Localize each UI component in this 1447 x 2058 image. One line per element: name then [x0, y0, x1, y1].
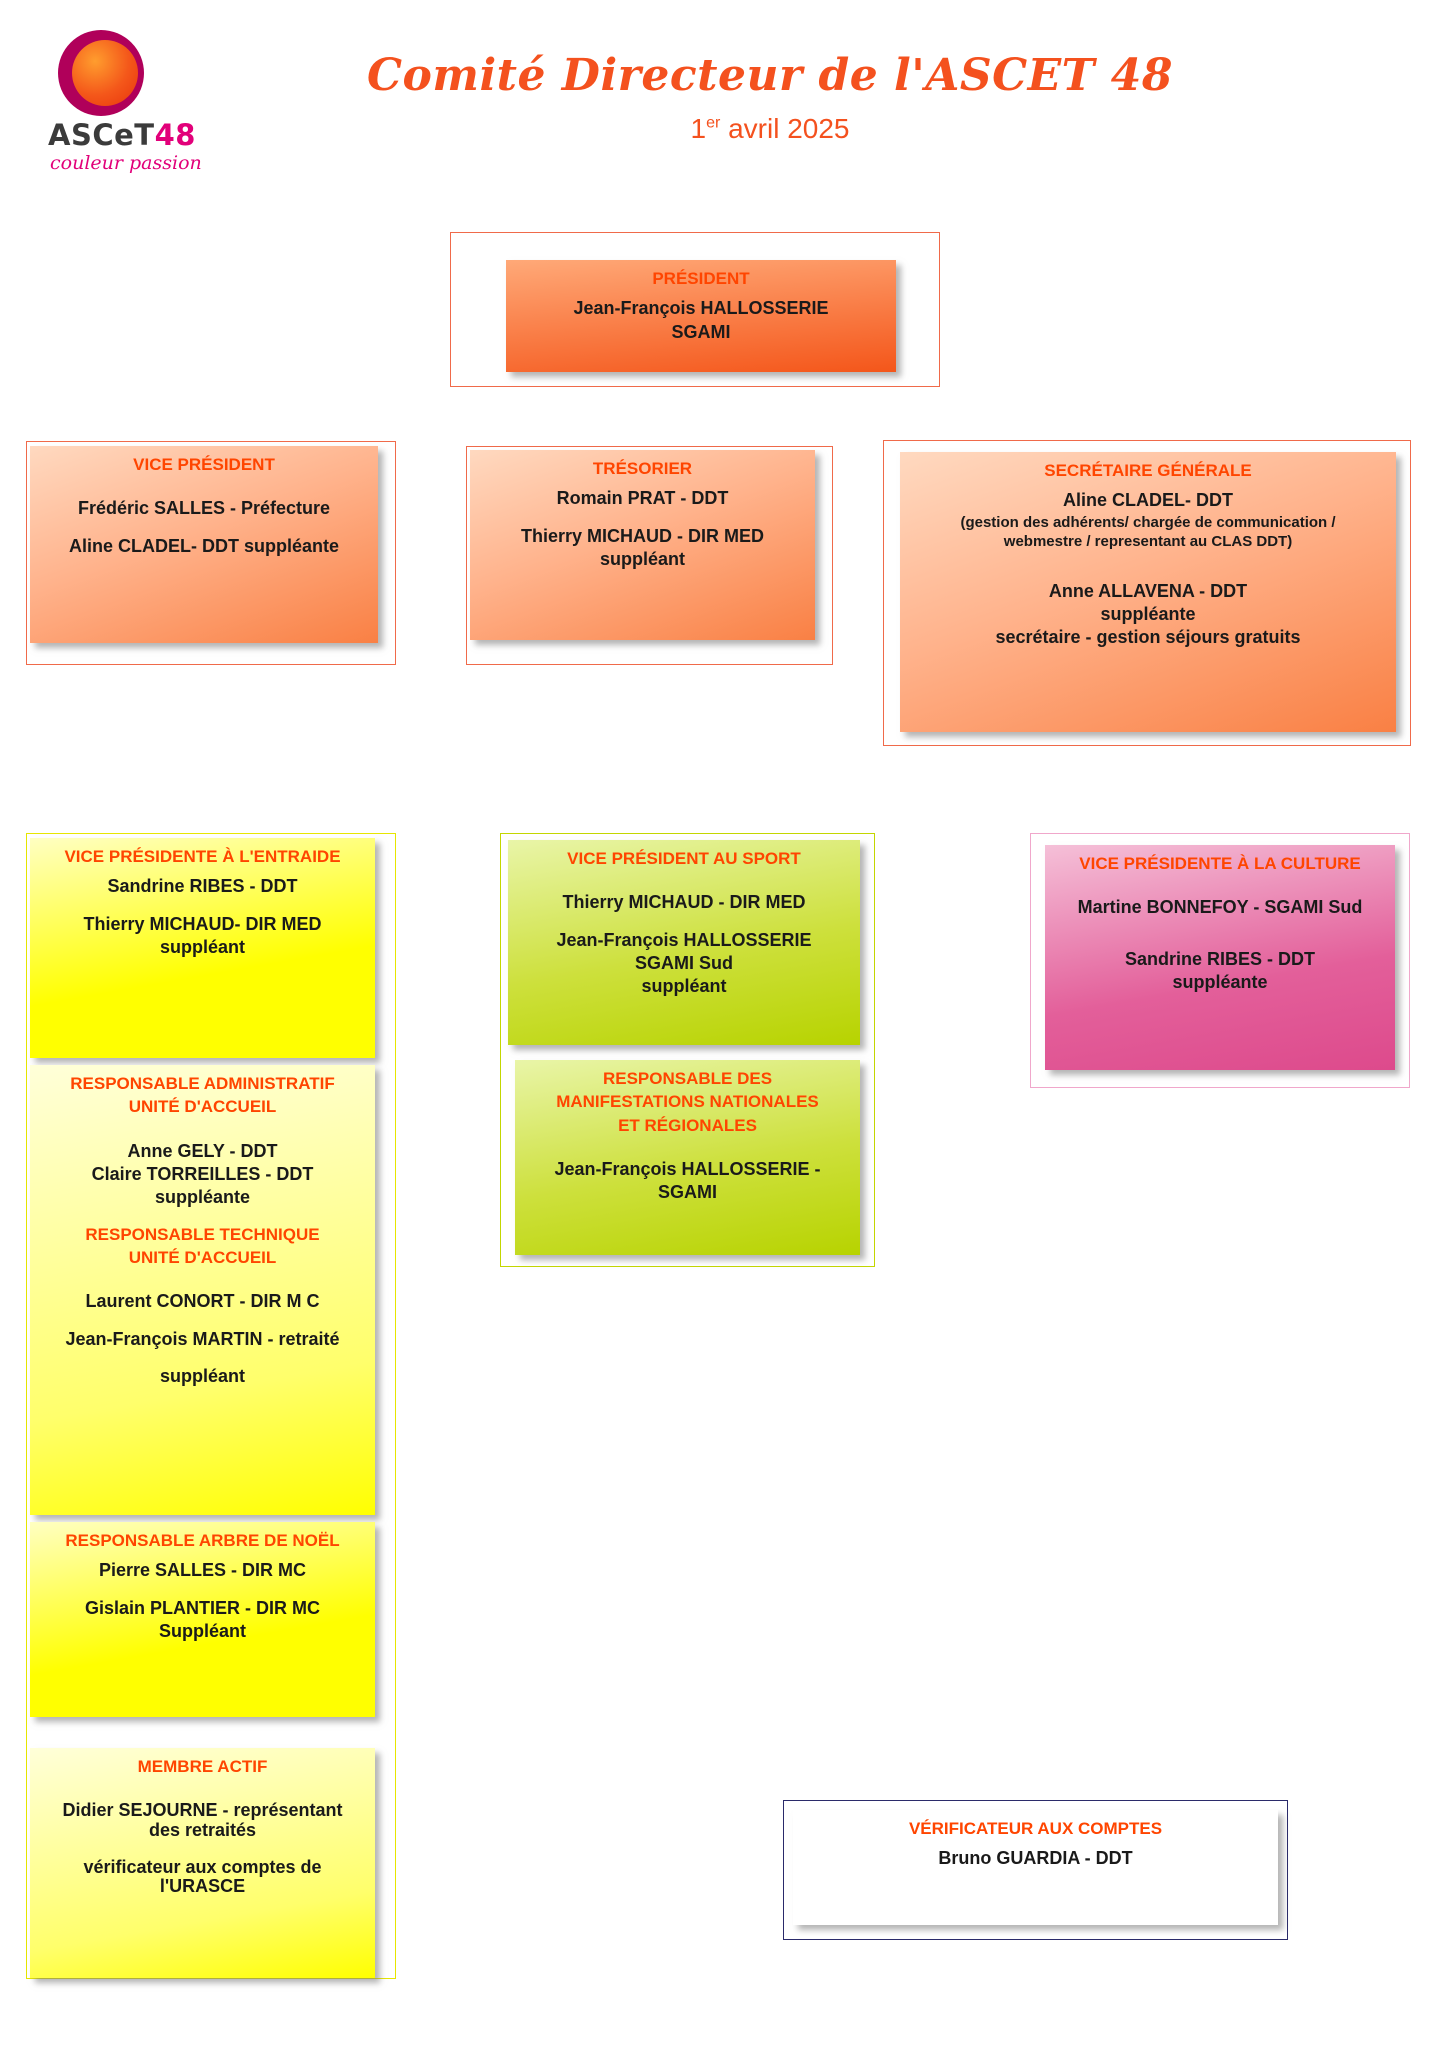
secretaire-role-line-1: (gestion des adhérents/ chargée de communication /: [960, 513, 1336, 531]
president-name: Jean-François HALLOSSERIE: [573, 298, 829, 319]
vice-presidente-entraide-card: [30, 838, 375, 1058]
admin-name-2: Claire TORREILLES - DDT: [91, 1163, 314, 1184]
secretaire-role-line-2: webmestre / representant au CLAS DDT): [1003, 533, 1293, 551]
membre-actif-name: Didier SEJOURNE - représentant: [62, 1800, 343, 1821]
tresorier-card: [470, 450, 815, 640]
logo-wordmark-text: ASCeT: [48, 118, 155, 152]
sport-name-2: Jean-François HALLOSSERIE: [556, 929, 812, 950]
manifestations-header-line-3: ET RÉGIONALES: [618, 1115, 757, 1135]
manifestations-name: Jean-François HALLOSSERIE -: [554, 1158, 821, 1179]
page-subtitle-date: [330, 113, 1210, 145]
logo-inner-circle-icon: [72, 40, 138, 106]
vice-presidente-culture-card: [1045, 845, 1395, 1070]
manifestations-header-line-1: RESPONSABLE DES: [602, 1069, 773, 1088]
vice-president-name: Frédéric SALLES - Préfecture: [77, 498, 331, 519]
culture-name-1: Martine BONNEFOY - SGAMI Sud: [1077, 897, 1363, 918]
membre-actif-role-1: des retraités: [148, 1819, 257, 1840]
vice-president-card: [30, 446, 378, 643]
entraide-deputy-name: Thierry MICHAUD- DIR MED: [83, 913, 322, 934]
secretaire-deputy-name: Anne ALLAVENA - DDT: [1048, 580, 1248, 601]
secretaire-header: SECRÉTAIRE GÉNÉRALE: [1044, 461, 1252, 480]
secretaire-deputy-label: suppléante: [1100, 604, 1196, 625]
sport-org: SGAMI Sud: [635, 953, 733, 974]
tresorier-header: TRÉSORIER: [592, 459, 693, 478]
tresorier-deputy-name: Thierry MICHAUD - DIR MED: [520, 525, 764, 546]
manifestations-org: SGAMI: [657, 1182, 717, 1203]
vice-president-header: VICE PRÉSIDENT: [133, 455, 275, 474]
admin-deputy-label: suppléante: [154, 1187, 251, 1208]
technique-header-line-1: RESPONSABLE TECHNIQUE: [85, 1224, 320, 1244]
sport-header: VICE PRÉSIDENT AU SPORT: [567, 849, 801, 868]
noel-name-2: Gislain PLANTIER - DIR MC: [84, 1597, 320, 1618]
secretaire-deputy-role: secrétaire - gestion séjours gratuits: [995, 627, 1301, 648]
technique-header-line-2: UNITÉ D'ACCUEIL: [128, 1247, 277, 1267]
entraide-header: VICE PRÉSIDENTE À L'ENTRAIDE: [64, 847, 341, 866]
vice-president-sport-card: [508, 840, 860, 1045]
president-header: PRÉSIDENT: [652, 269, 750, 288]
secretaire-name: Aline CLADEL- DDT: [1063, 490, 1233, 511]
culture-deputy-label: suppléante: [1172, 972, 1268, 993]
page-title: Comité Directeur de l'ASCET 48: [367, 50, 1173, 101]
noel-header: RESPONSABLE ARBRE DE NOËL: [65, 1531, 340, 1550]
date-rest: avril 2025: [720, 113, 850, 144]
membre-actif-role-3: l'URASCE: [159, 1876, 246, 1897]
manifestations-header-line-2: MANIFESTATIONS NATIONALES: [556, 1092, 819, 1112]
culture-header: VICE PRÉSIDENTE À LA CULTURE: [1079, 854, 1361, 873]
admin-name-1: Anne GELY - DDT: [127, 1140, 278, 1161]
admin-header-line-2: UNITÉ D'ACCUEIL: [128, 1097, 277, 1117]
responsable-arbre-noel-card: [30, 1522, 375, 1717]
membre-actif-role-2: vérificateur aux comptes de: [83, 1857, 322, 1878]
logo-wordmark-number: 48: [154, 118, 196, 152]
technique-name-1: Laurent CONORT - DIR M C: [85, 1291, 320, 1312]
date-day: 1: [690, 113, 707, 144]
technique-deputy-label: suppléant: [159, 1365, 245, 1386]
verificateur-card: [793, 1810, 1278, 1925]
responsable-administratif-card: [30, 1065, 375, 1515]
title-block: [330, 50, 1210, 145]
verificateur-header: VÉRIFICATEUR AUX COMPTES: [908, 1819, 1163, 1838]
culture-name-2: Sandrine RIBES - DDT: [1124, 948, 1316, 969]
sport-name-1: Thierry MICHAUD - DIR MED: [562, 892, 806, 913]
membre-actif-header: MEMBRE ACTIF: [137, 1757, 268, 1776]
secretaire-card: [900, 452, 1396, 732]
date-ordinal: er: [706, 114, 721, 132]
tresorier-deputy-label: suppléant: [599, 549, 685, 570]
admin-header-line-1: RESPONSABLE ADMINISTRATIF: [70, 1074, 335, 1093]
tresorier-name: Romain PRAT - DDT: [556, 488, 729, 509]
membre-actif-card: [30, 1748, 375, 1978]
verificateur-name: Bruno GUARDIA - DDT: [938, 1848, 1133, 1869]
logo-tagline: couleur passion: [50, 152, 202, 174]
responsable-manifestations-card: [515, 1060, 860, 1255]
ascet-logo: [40, 22, 240, 172]
president-card: [506, 260, 896, 372]
vice-president-deputy: Aline CLADEL- DDT suppléante: [68, 535, 339, 556]
logo-wordmark: [48, 118, 196, 152]
technique-name-2: Jean-François MARTIN - retraité: [65, 1328, 340, 1349]
entraide-name: Sandrine RIBES - DDT: [107, 876, 298, 897]
noel-name-1: Pierre SALLES - DIR MC: [98, 1560, 307, 1581]
sport-deputy-label: suppléant: [641, 976, 727, 997]
president-org: SGAMI: [671, 321, 731, 342]
entraide-deputy-label: suppléant: [159, 937, 245, 958]
noel-deputy-label: Suppléant: [158, 1621, 246, 1642]
